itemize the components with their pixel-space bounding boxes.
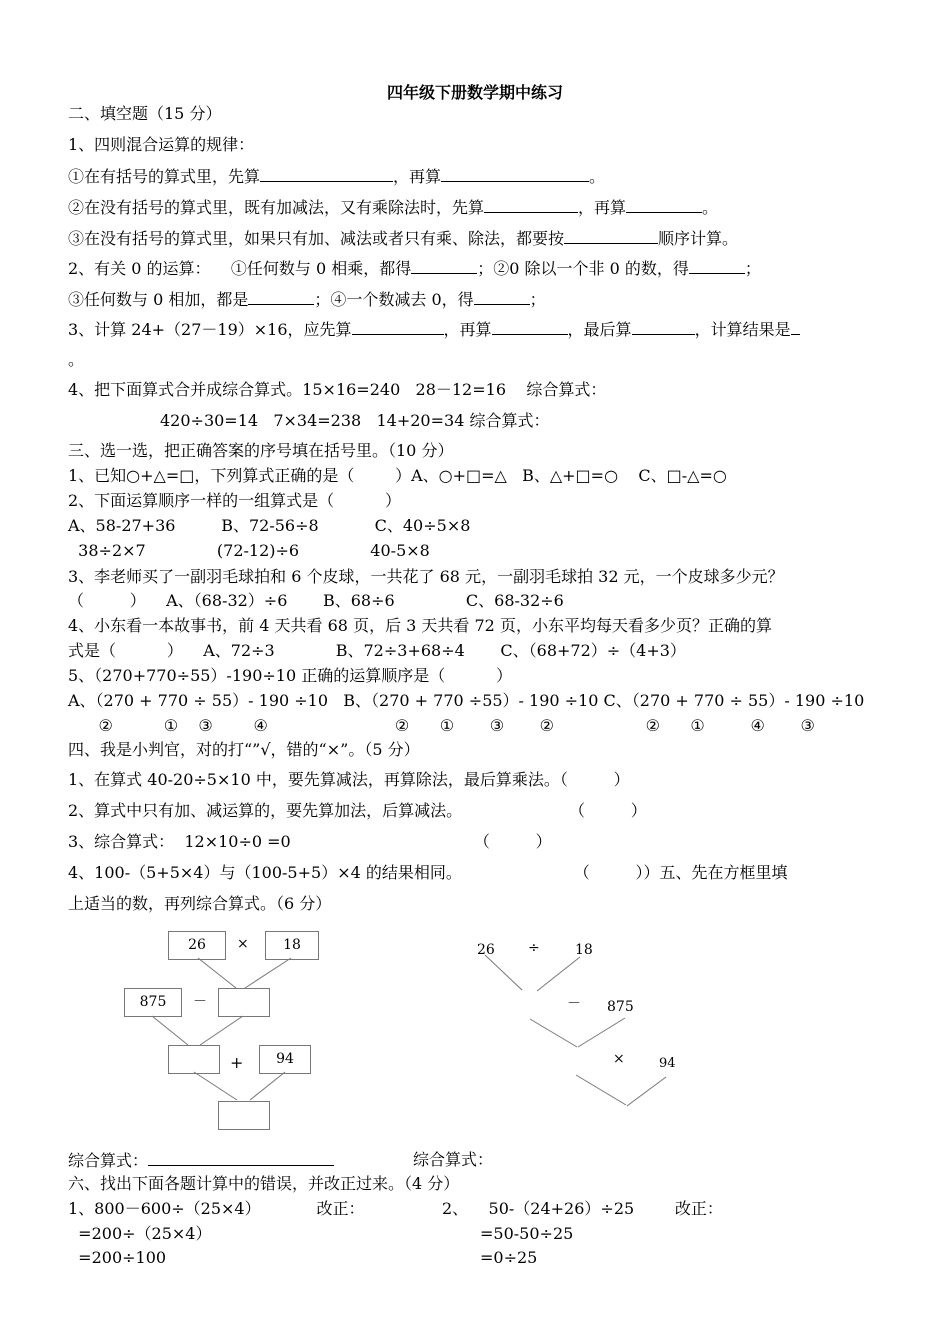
q2-2b: ③任何数与 0 相加，都是 ；④一个数减去 0，得 ； bbox=[68, 290, 546, 309]
q3-5: 5、（270+770÷55）-190÷10 正确的运算顺序是（ ） bbox=[68, 666, 513, 685]
number-label: 26 bbox=[477, 942, 495, 958]
formula-right: 综合算式： bbox=[413, 1150, 494, 1169]
answer-box[interactable] bbox=[168, 1045, 220, 1074]
answer-blank[interactable] bbox=[148, 1149, 334, 1166]
section-2-heading: 二、填空题（15 分） bbox=[68, 104, 222, 123]
section-4-heading: 四、我是小判官，对的打“”√，错的“×”。（5 分） bbox=[68, 740, 420, 759]
q2-3: 3、计算 24+（27－19）×16，应先算 ，再算 ，最后算 ，计算结果是 bbox=[68, 318, 800, 341]
q3-4: 4、小东看一本故事书，前 4 天共看 68 页，后 3 天共看 72 页，小东平均每天看多少页？正确的算 bbox=[68, 616, 772, 635]
q3-3: 3、李老师买了一副羽毛球拍和 6 个皮球，一共花了 68 元，一副羽毛球拍 32 元，一个皮球多少元？ bbox=[68, 567, 784, 586]
q3-5-sequence: ② ① ③ ④ ② ① ③ ② ② ① ④ ③ bbox=[68, 716, 815, 735]
q4-4-continued: 上适当的数，再列综合算式。（6 分） bbox=[68, 894, 332, 913]
q2-2a: 2、有关 0 的运算： ①任何数与 0 相乘，都得 ；②0 除以一个非 0 的数，得 ； bbox=[68, 259, 761, 278]
q4-3: 3、综合算式： 12×10÷0 =0 （ ） bbox=[68, 832, 552, 851]
q2-1b: ②在没有括号的算式里，既有加减法，又有乘除法时，先算 ，再算 。 bbox=[68, 198, 719, 217]
q2-1a: ①在有括号的算式里，先算 ，再算 。 bbox=[68, 167, 606, 186]
q2-4b: 420÷30=14 7×34=238 14+20=34 综合算式： bbox=[160, 411, 550, 430]
operator: × bbox=[237, 936, 249, 952]
number-box: 94 bbox=[259, 1045, 311, 1074]
operator: － bbox=[193, 994, 207, 1010]
number-box: 26 bbox=[168, 931, 226, 960]
problem-1-line-2: =200÷（25×4） bbox=[68, 1224, 212, 1243]
q2-3-end: 。 bbox=[68, 350, 85, 369]
operator: × bbox=[613, 1051, 625, 1067]
q3-2-row2: 38÷2×7 (72-12)÷6 40-5×8 bbox=[68, 541, 430, 560]
number-box: 875 bbox=[124, 988, 182, 1017]
q2-1: 1、四则混合运算的规律： bbox=[68, 135, 255, 154]
operator: － bbox=[567, 996, 581, 1012]
section-3-heading: 三、选一选，把正确答案的序号填在括号里。（10 分） bbox=[68, 441, 454, 460]
formula-left: 综合算式： bbox=[68, 1149, 334, 1172]
q2-1c: ③在没有括号的算式里，如果只有加、减法或者只有乘、除法，都要按 顺序计算。 bbox=[68, 229, 739, 248]
problem-2-line-1: 2、 50-（24+26）÷25 改正： bbox=[442, 1199, 723, 1218]
problem-1-line-3: =200÷100 bbox=[68, 1248, 167, 1267]
problem-2-line-2: =50-50÷25 bbox=[480, 1224, 574, 1243]
q3-5-options: A、（270 + 770 ÷ 55）- 190 ÷10 B、（270 + 770 ÷55）- 190 ÷10 C、（270 + 770 ÷ 55）- 190 ÷10 bbox=[68, 691, 865, 710]
operator: ÷ bbox=[528, 940, 540, 956]
number-label: 94 bbox=[659, 1056, 676, 1071]
problem-2-line-3: =0÷25 bbox=[480, 1248, 538, 1267]
number-box: 18 bbox=[265, 931, 319, 960]
section-6-heading: 六、找出下面各题计算中的错误，并改正过来。（4 分） bbox=[68, 1174, 460, 1193]
number-label: 875 bbox=[607, 999, 634, 1015]
number-label: 18 bbox=[575, 942, 593, 958]
q4-4: 4、100-（5+5×4）与（100-5+5）×4 的结果相同。 （ ））五、先在方框里填 bbox=[68, 863, 788, 882]
q4-1: 1、在算式 40-20÷5×10 中，要先算减法，再算除法，最后算乘法。（ ） bbox=[68, 770, 630, 789]
q3-2-row1: A、58-27+36 B、72-56÷8 C、40÷5×8 bbox=[68, 516, 471, 535]
page-title: 四年级下册数学期中练习 bbox=[386, 83, 563, 102]
operator: + bbox=[230, 1053, 244, 1072]
problem-1-line-1: 1、800－600÷（25×4） 改正： bbox=[68, 1199, 365, 1218]
answer-box[interactable] bbox=[218, 1101, 270, 1130]
q3-1: 1、已知○+△=□，下列算式正确的是（ ）A、○+□=△ B、△+□=○ C、□-△=○ bbox=[68, 466, 727, 485]
q2-4a: 4、把下面算式合并成综合算式。15×16=240 28－12=16 综合算式： bbox=[68, 380, 607, 399]
answer-box[interactable] bbox=[218, 988, 270, 1017]
q3-3-options: （ ） A、（68-32）÷6 B、68÷6 C、68-32÷6 bbox=[68, 591, 564, 610]
q4-2: 2、算式中只有加、减运算的，要先算加法，后算减法。 （ ） bbox=[68, 801, 647, 820]
q3-4-options: 式是（ ） A、72÷3 B、72÷3+68÷4 C、（68+72）÷（4+3） bbox=[68, 641, 686, 660]
q3-2: 2、下面运算顺序一样的一组算式是（ ） bbox=[68, 491, 402, 510]
